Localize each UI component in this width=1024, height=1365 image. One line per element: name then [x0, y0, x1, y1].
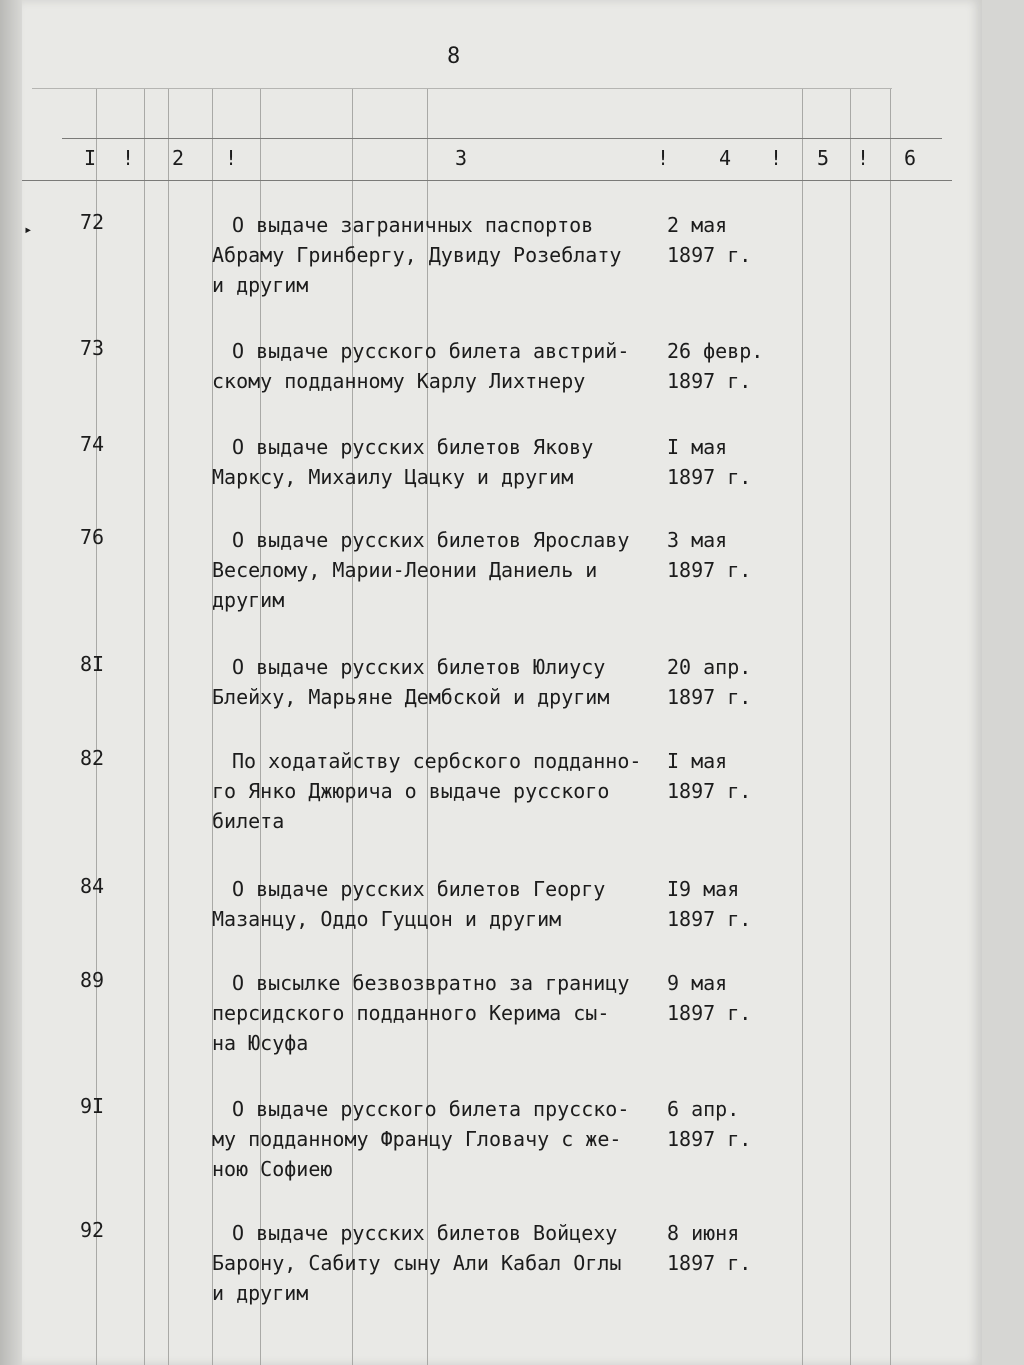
- row-date: [667, 525, 751, 585]
- row-date: [667, 432, 751, 492]
- description-line: По ходатайству сербского подданно-: [232, 749, 642, 773]
- description-line: Блейху, Марьяне Дембской и другим: [212, 685, 610, 709]
- row-number: 82: [79, 746, 105, 770]
- description-line: ною Софиею: [212, 1157, 333, 1181]
- row-date: [667, 210, 751, 270]
- row-number: 76: [79, 525, 105, 549]
- header-col-2: 2: [172, 146, 185, 170]
- row-date: [667, 1218, 751, 1278]
- header-separator: !: [225, 146, 238, 170]
- row-number: 9I: [79, 1094, 105, 1118]
- header-col-3: 3: [455, 146, 468, 170]
- column-rule: [168, 88, 169, 1365]
- row-date: [667, 652, 751, 712]
- row-number: 8I: [79, 652, 105, 676]
- row-date: [667, 874, 751, 934]
- row-number: 73: [79, 336, 105, 360]
- date-line: 1897 г.: [667, 907, 752, 931]
- page-number: 8: [447, 44, 461, 69]
- margin-mark: ▸: [24, 222, 33, 238]
- row-description: [212, 336, 662, 396]
- row-date: [667, 968, 751, 1028]
- date-line: 2 мая: [667, 213, 728, 237]
- row-date: [667, 746, 751, 806]
- date-line: 9 мая: [667, 971, 728, 995]
- description-line: му подданному Францу Гловачу с же-: [212, 1127, 622, 1151]
- description-line: Абраму Гринбергу, Дувиду Розеблату: [212, 243, 622, 267]
- description-line: О выдаче русских билетов Ярославу: [232, 528, 630, 552]
- header-col-5: 5: [817, 146, 830, 170]
- date-line: I9 мая: [667, 877, 740, 901]
- date-line: 1897 г.: [667, 243, 752, 267]
- description-line: Марксу, Михаилу Цацку и другим: [212, 465, 574, 489]
- header-separator: !: [770, 146, 783, 170]
- header-bottom-rule: [22, 180, 952, 181]
- table-top-rule: [32, 88, 892, 89]
- row-description: [212, 746, 662, 836]
- date-line: I мая: [667, 435, 728, 459]
- header-col-1: I: [84, 146, 97, 170]
- column-rule: [802, 88, 803, 1365]
- date-line: 26 февр.: [667, 339, 764, 363]
- row-description: [212, 874, 662, 934]
- row-number: 74: [79, 432, 105, 456]
- description-line: О выдаче русского билета австрий-: [232, 339, 630, 363]
- header-separator: !: [857, 146, 870, 170]
- header-col-4: 4: [719, 146, 732, 170]
- description-line: и другим: [212, 273, 309, 297]
- header-col-6: 6: [904, 146, 917, 170]
- background-strip: [982, 0, 1024, 1365]
- header-rule: [62, 138, 942, 139]
- date-line: 20 апр.: [667, 655, 752, 679]
- row-description: [212, 968, 662, 1058]
- row-date: [667, 1094, 751, 1154]
- row-description: [212, 652, 662, 712]
- description-line: О выдаче русских билетов Якову: [232, 435, 594, 459]
- date-line: 1897 г.: [667, 1001, 752, 1025]
- description-line: О выдаче заграничных паспортов: [232, 213, 594, 237]
- date-line: 1897 г.: [667, 465, 752, 489]
- description-line: и другим: [212, 1281, 309, 1305]
- description-line: О выдаче русских билетов Георгу: [232, 877, 606, 901]
- row-description: [212, 432, 662, 492]
- description-line: Барону, Сабиту сыну Али Кабал Оглы: [212, 1251, 622, 1275]
- row-description: [212, 525, 662, 615]
- header-separator: !: [122, 146, 135, 170]
- description-line: другим: [212, 588, 285, 612]
- description-line: го Янко Джюрича о выдаче русского: [212, 779, 610, 803]
- row-description: [212, 1218, 662, 1308]
- description-line: билета: [212, 809, 285, 833]
- row-date: [667, 336, 763, 396]
- column-rule: [890, 88, 891, 1365]
- description-line: на Юсуфа: [212, 1031, 309, 1055]
- date-line: 1897 г.: [667, 558, 752, 582]
- date-line: 1897 г.: [667, 369, 752, 393]
- row-description: [212, 210, 662, 300]
- date-line: 1897 г.: [667, 1127, 752, 1151]
- description-line: Мазанцу, Оддо Гуццон и другим: [212, 907, 562, 931]
- description-line: О выдаче русских билетов Юлиусу: [232, 655, 606, 679]
- description-line: скому подданному Карлу Лихтнеру: [212, 369, 586, 393]
- description-line: персидского подданного Керима сы-: [212, 1001, 610, 1025]
- date-line: 1897 г.: [667, 1251, 752, 1275]
- description-line: О выдаче русского билета прусско-: [232, 1097, 630, 1121]
- column-rule: [96, 88, 97, 1365]
- description-line: О высылке безвозвратно за границу: [232, 971, 630, 995]
- description-line: Веселому, Марии-Леонии Даниель и: [212, 558, 598, 582]
- date-line: 1897 г.: [667, 779, 752, 803]
- column-rule: [850, 88, 851, 1365]
- row-number: 89: [79, 968, 105, 992]
- row-description: [212, 1094, 662, 1184]
- description-line: О выдаче русских билетов Войцеху: [232, 1221, 618, 1245]
- row-number: 84: [79, 874, 105, 898]
- header-separator: !: [657, 146, 670, 170]
- date-line: 8 июня: [667, 1221, 740, 1245]
- column-rule: [144, 88, 145, 1365]
- row-number: 72: [79, 210, 105, 234]
- document-page: [22, 0, 982, 1365]
- row-number: 92: [79, 1218, 105, 1242]
- date-line: 1897 г.: [667, 685, 752, 709]
- date-line: I мая: [667, 749, 728, 773]
- date-line: 6 апр.: [667, 1097, 740, 1121]
- date-line: 3 мая: [667, 528, 728, 552]
